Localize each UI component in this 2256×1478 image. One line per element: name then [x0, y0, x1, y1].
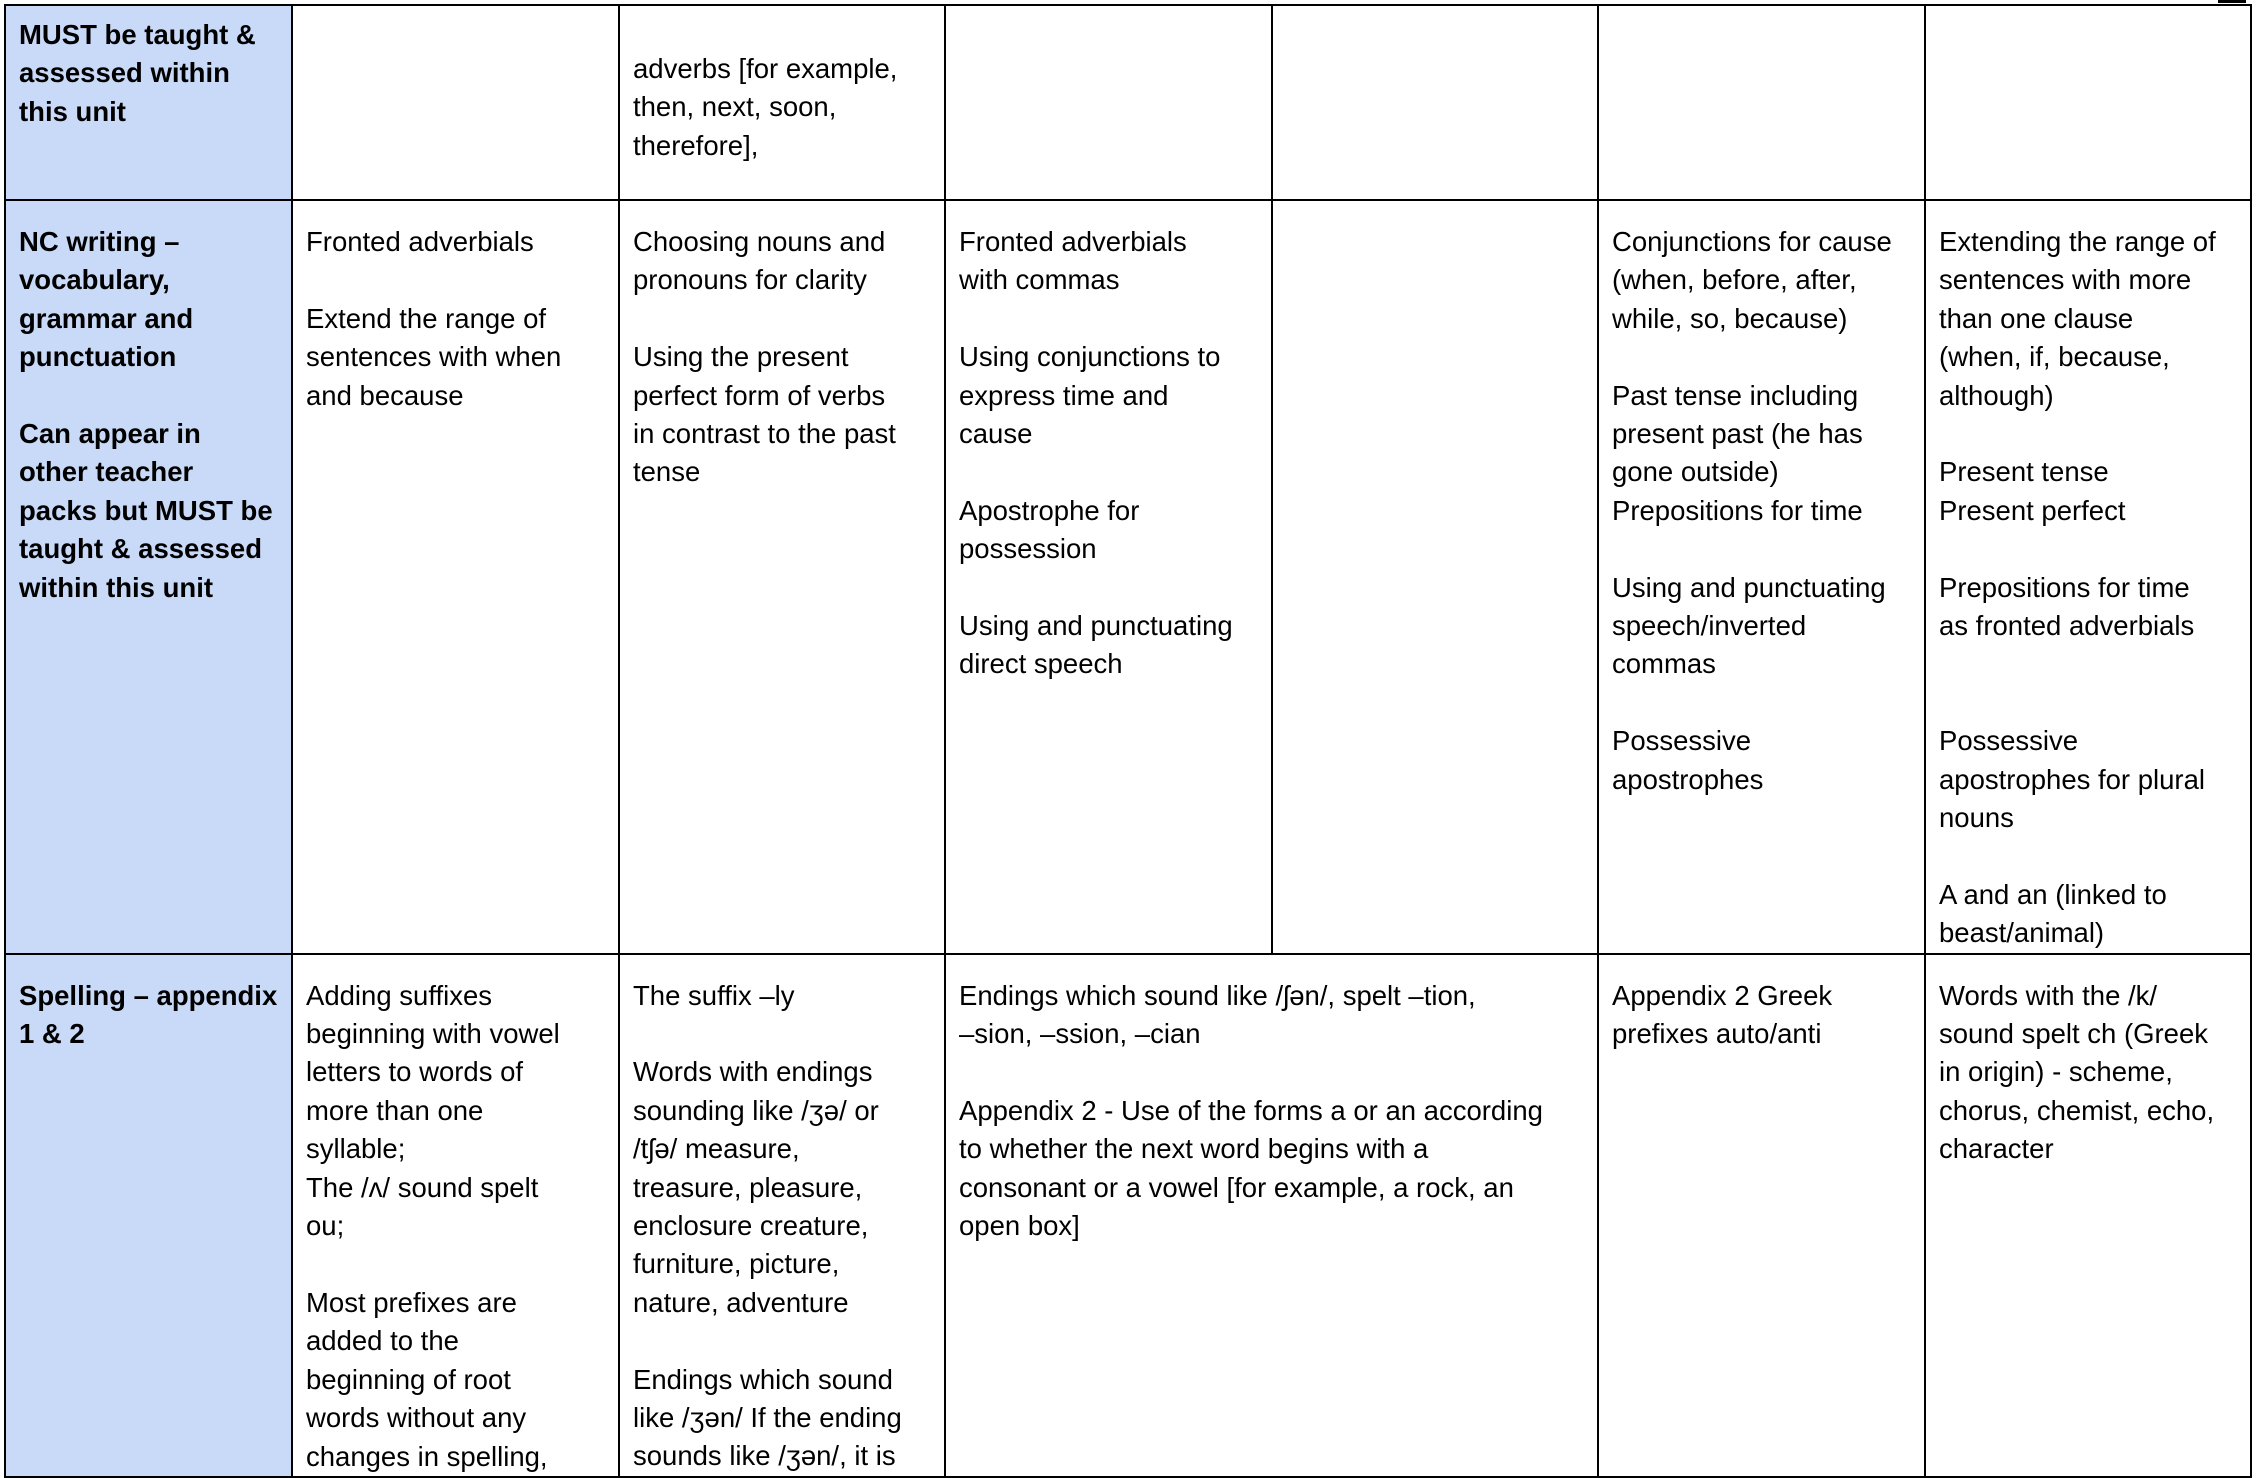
table-cell [619, 954, 945, 1477]
spacer [306, 1245, 606, 1283]
cell-text: Using the present perfect form of verbs in contrast to the past tense [633, 341, 896, 488]
cell-text: Using conjunctions to express time and cause [959, 341, 1221, 450]
spacer [1939, 837, 2238, 875]
spacer [19, 377, 283, 415]
spacer [1612, 530, 1912, 568]
cell-text: Appendix 2 - Use of the forms a or an according to whether the next word begins with a consonant or a vowel [for example, a rock, an open box] [959, 1094, 1543, 1242]
cell-text: Apostrophe for possession [959, 494, 1140, 565]
row-header [5, 5, 292, 200]
table-cell [1925, 200, 2251, 954]
cell-text: Extend the range of sentences with when and because [306, 302, 562, 411]
table-cell [945, 5, 1272, 200]
cell-text: The suffix –ly [633, 979, 795, 1011]
cell-text: Endings which sound like /ʃən/, spelt –tion, –sion, –ssion, –cian [959, 979, 1476, 1050]
cell-text: Adding suffixes beginning with vowel letters to words of more than one syllable; The /ʌ/ sound spelt ou; [306, 979, 560, 1242]
cell-text: Conjunctions for cause (when, before, after, while, so, because) [1612, 226, 1892, 334]
row-header-text: NC writing – vocabulary, grammar and punctuation [19, 226, 194, 373]
cell-text: Possessive apostrophes for plural nouns [1939, 725, 2205, 834]
cell-text: Choosing nouns and pronouns for clarity [633, 226, 886, 296]
table-row [5, 5, 2251, 200]
cell-text: Fronted adverbials with commas [959, 226, 1187, 296]
table-cell [1272, 5, 1598, 200]
curriculum-table [4, 4, 2252, 1478]
cell-text: Prepositions for time as fronted adverbials [1939, 571, 2195, 642]
table-cell [1272, 200, 1598, 954]
table-cell [292, 5, 619, 200]
spacer [959, 1053, 1585, 1091]
table-cell [619, 5, 945, 200]
table-cell [292, 200, 619, 954]
row-header-text: Spelling – appendix 1 & 2 [19, 979, 278, 1050]
spacer [633, 300, 932, 338]
spacer [1939, 645, 2238, 683]
spacer [306, 261, 606, 299]
spacer [1939, 684, 2238, 722]
table-cell [1925, 5, 2251, 200]
cell-text: Appendix 2 Greek prefixes auto/anti [1612, 979, 1833, 1050]
row-header [5, 954, 292, 1477]
row-header-text: Can appear in other teacher packs but MUST be taught & assessed within this unit [19, 418, 273, 603]
spacer [959, 300, 1259, 338]
cell-text: Using and punctuating speech/inverted commas [1612, 571, 1886, 680]
cell-text: A and an (linked to beast/animal) [1939, 878, 2167, 949]
page-corner-mark [2218, 0, 2246, 3]
cell-text: Words with endings sounding like /ʒə/ or /tʃə/ measure, treasure, pleasure, enclosure creature, furniture, picture, nature, adventure [633, 1056, 879, 1318]
cell-text: Words with the /k/ sound spelt ch (Greek in origin) - scheme, chorus, chemist, echo, character [1939, 979, 2215, 1165]
table-cell [1598, 954, 1925, 1477]
cell-text: Endings which sound like /ʒən/ If the ending sounds like /ʒən/, it is [633, 1363, 902, 1472]
spacer [1612, 684, 1912, 722]
table-cell [292, 954, 619, 1477]
spacer [959, 569, 1259, 607]
table-cell [1598, 5, 1925, 200]
cell-text: Possessive apostrophes [1612, 725, 1764, 795]
spacer [633, 1015, 932, 1053]
row-header [5, 200, 292, 954]
table-cell [1925, 954, 2251, 1477]
cell-text: adverbs [for example, then, next, soon, therefore], [633, 53, 898, 161]
spacer [959, 453, 1259, 491]
table-cell [945, 200, 1272, 954]
cell-text: Present tense Present perfect [1939, 456, 2126, 526]
cell-text: Extending the range of sentences with more than one clause (when, if, because, although) [1939, 226, 2216, 411]
table-row [5, 200, 2251, 954]
cell-text: Fronted adverbials [306, 226, 534, 257]
table-cell-merged [945, 954, 1598, 1477]
row-header-text: MUST be taught & assessed within this unit [19, 19, 256, 127]
table-row [5, 954, 2251, 1477]
spacer [1939, 530, 2238, 568]
cell-text: Past tense including present past (he has gone outside) Prepositions for time [1612, 379, 1863, 526]
cell-text: Using and punctuating direct speech [959, 610, 1233, 680]
table-cell [619, 200, 945, 954]
table-cell [1598, 200, 1925, 954]
spacer [1612, 338, 1912, 376]
cell-text: Most prefixes are added to the beginning of root words without any changes in spelling, [306, 1286, 548, 1472]
spacer [1939, 415, 2238, 453]
spacer [633, 1322, 932, 1360]
